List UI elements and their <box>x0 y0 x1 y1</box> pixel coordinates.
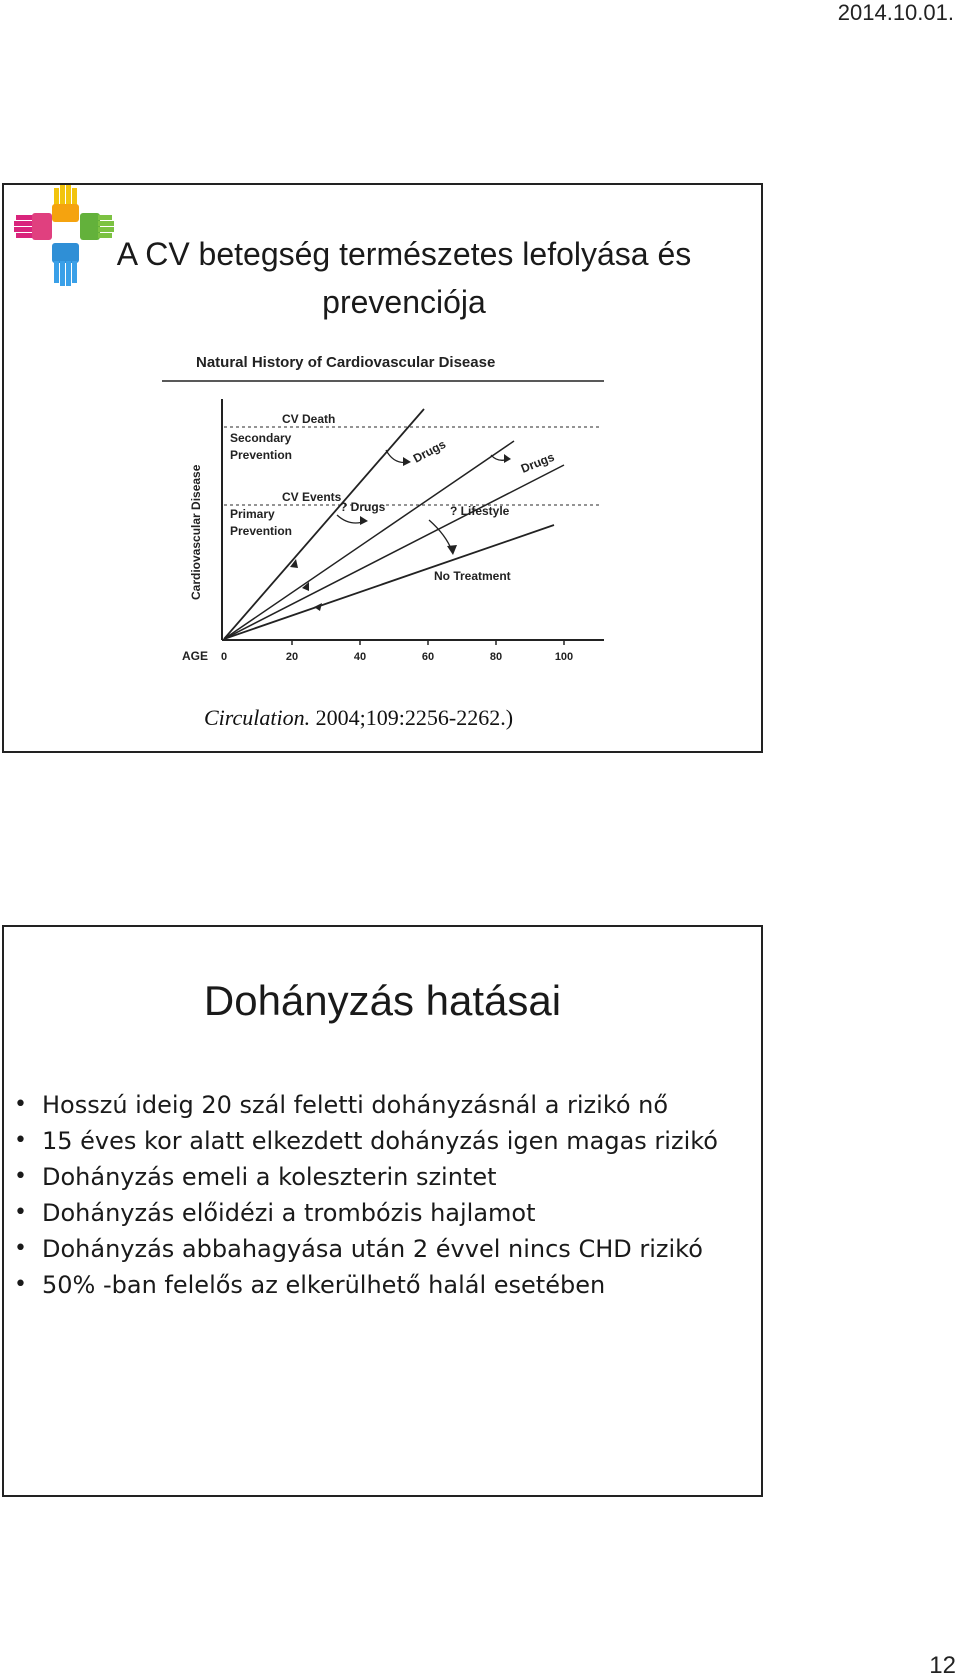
figure-title: Natural History of Cardiovascular Disease <box>196 355 496 371</box>
slide-1-title-line-2: prevenciója <box>322 284 486 320</box>
label-prevention-1: Prevention <box>230 448 293 462</box>
curved-arrow-drugs-right-head <box>504 454 511 463</box>
label-q-drugs: ? Drugs <box>340 500 386 514</box>
slide-1-title-line-1: A CV betegség természetes lefolyása és <box>116 236 692 272</box>
arrowhead-3 <box>314 603 322 611</box>
list-item <box>12 1195 718 1231</box>
citation-ref: 2004;109:2256-2262.) <box>310 705 514 730</box>
list-item <box>12 1267 718 1303</box>
label-primary: Primary <box>230 507 275 521</box>
citation-journal: Circulation. <box>204 705 311 730</box>
bullet-text: Dohányzás abbahagyása után 2 évvel nincs CHD rizikó <box>42 1235 703 1263</box>
slide-1 <box>2 183 763 753</box>
curved-arrow-q-drugs-head <box>360 516 368 525</box>
label-secondary: Secondary <box>230 431 292 445</box>
x-tick-label: 80 <box>489 651 503 663</box>
bullet-icon: • <box>14 1164 27 1189</box>
bullet-text: Hosszú ideig 20 szál feletti dohányzásnál a rizikó nő <box>42 1091 669 1119</box>
slide-1-title <box>104 230 704 326</box>
magenta-hand-icon <box>14 213 52 240</box>
x-tick-label: 20 <box>285 651 299 663</box>
blue-hand-icon <box>52 243 79 286</box>
line-mid <box>224 441 514 639</box>
bullet-text: Dohányzás előidézi a trombózis hajlamot <box>42 1199 536 1227</box>
curved-arrow-q-lifestyle-head <box>447 545 457 555</box>
citation <box>204 705 513 731</box>
bullet-icon: • <box>14 1272 27 1297</box>
list-item <box>12 1123 718 1159</box>
bullet-icon: • <box>14 1200 27 1225</box>
x-tick-label: 60 <box>421 651 435 663</box>
slide-2 <box>2 925 763 1497</box>
label-q-lifestyle: ? Lifestyle <box>450 504 510 518</box>
header-date: 2014.10.01. <box>837 0 954 25</box>
line-drugs-shift <box>224 465 564 639</box>
list-item <box>12 1087 718 1123</box>
label-drugs-upper: Drugs <box>410 437 449 466</box>
bullet-list <box>12 1087 718 1303</box>
bullet-text: Dohányzás emeli a koleszterin szintet <box>42 1163 497 1191</box>
yellow-hand-icon <box>52 185 79 222</box>
list-item <box>12 1159 718 1195</box>
figure-ylabel: Cardiovascular Disease <box>189 464 203 600</box>
bullet-icon: • <box>14 1236 27 1261</box>
x-tick-label: 100 <box>554 651 574 663</box>
page-number: 12 <box>929 1652 956 1679</box>
x-tick-labels <box>221 651 573 663</box>
x-tick-label: 0 <box>220 651 228 663</box>
bullet-text: 50% -ban felelős az elkerülhető halál esetében <box>42 1271 606 1299</box>
medical-cross-hands-logo <box>14 185 114 290</box>
bullet-text: 15 éves kor alatt elkezdett dohányzás igen magas rizikó <box>42 1127 718 1155</box>
x-axis-label: AGE <box>182 649 209 663</box>
x-tick-label: 40 <box>353 651 367 663</box>
label-cv-death: CV Death <box>282 412 336 426</box>
label-drugs-right: Drugs <box>518 449 557 476</box>
label-cv-events: CV Events <box>282 490 342 504</box>
bullet-icon: • <box>14 1092 27 1117</box>
label-prevention-2: Prevention <box>230 524 293 538</box>
slide-2-title: Dohányzás hatásai <box>203 977 562 1024</box>
label-no-treatment: No Treatment <box>434 569 511 583</box>
list-item <box>12 1231 718 1267</box>
bullet-icon: • <box>14 1128 27 1153</box>
natural-history-figure <box>154 355 624 695</box>
curved-arrow-drugs-upper-head <box>403 457 411 466</box>
